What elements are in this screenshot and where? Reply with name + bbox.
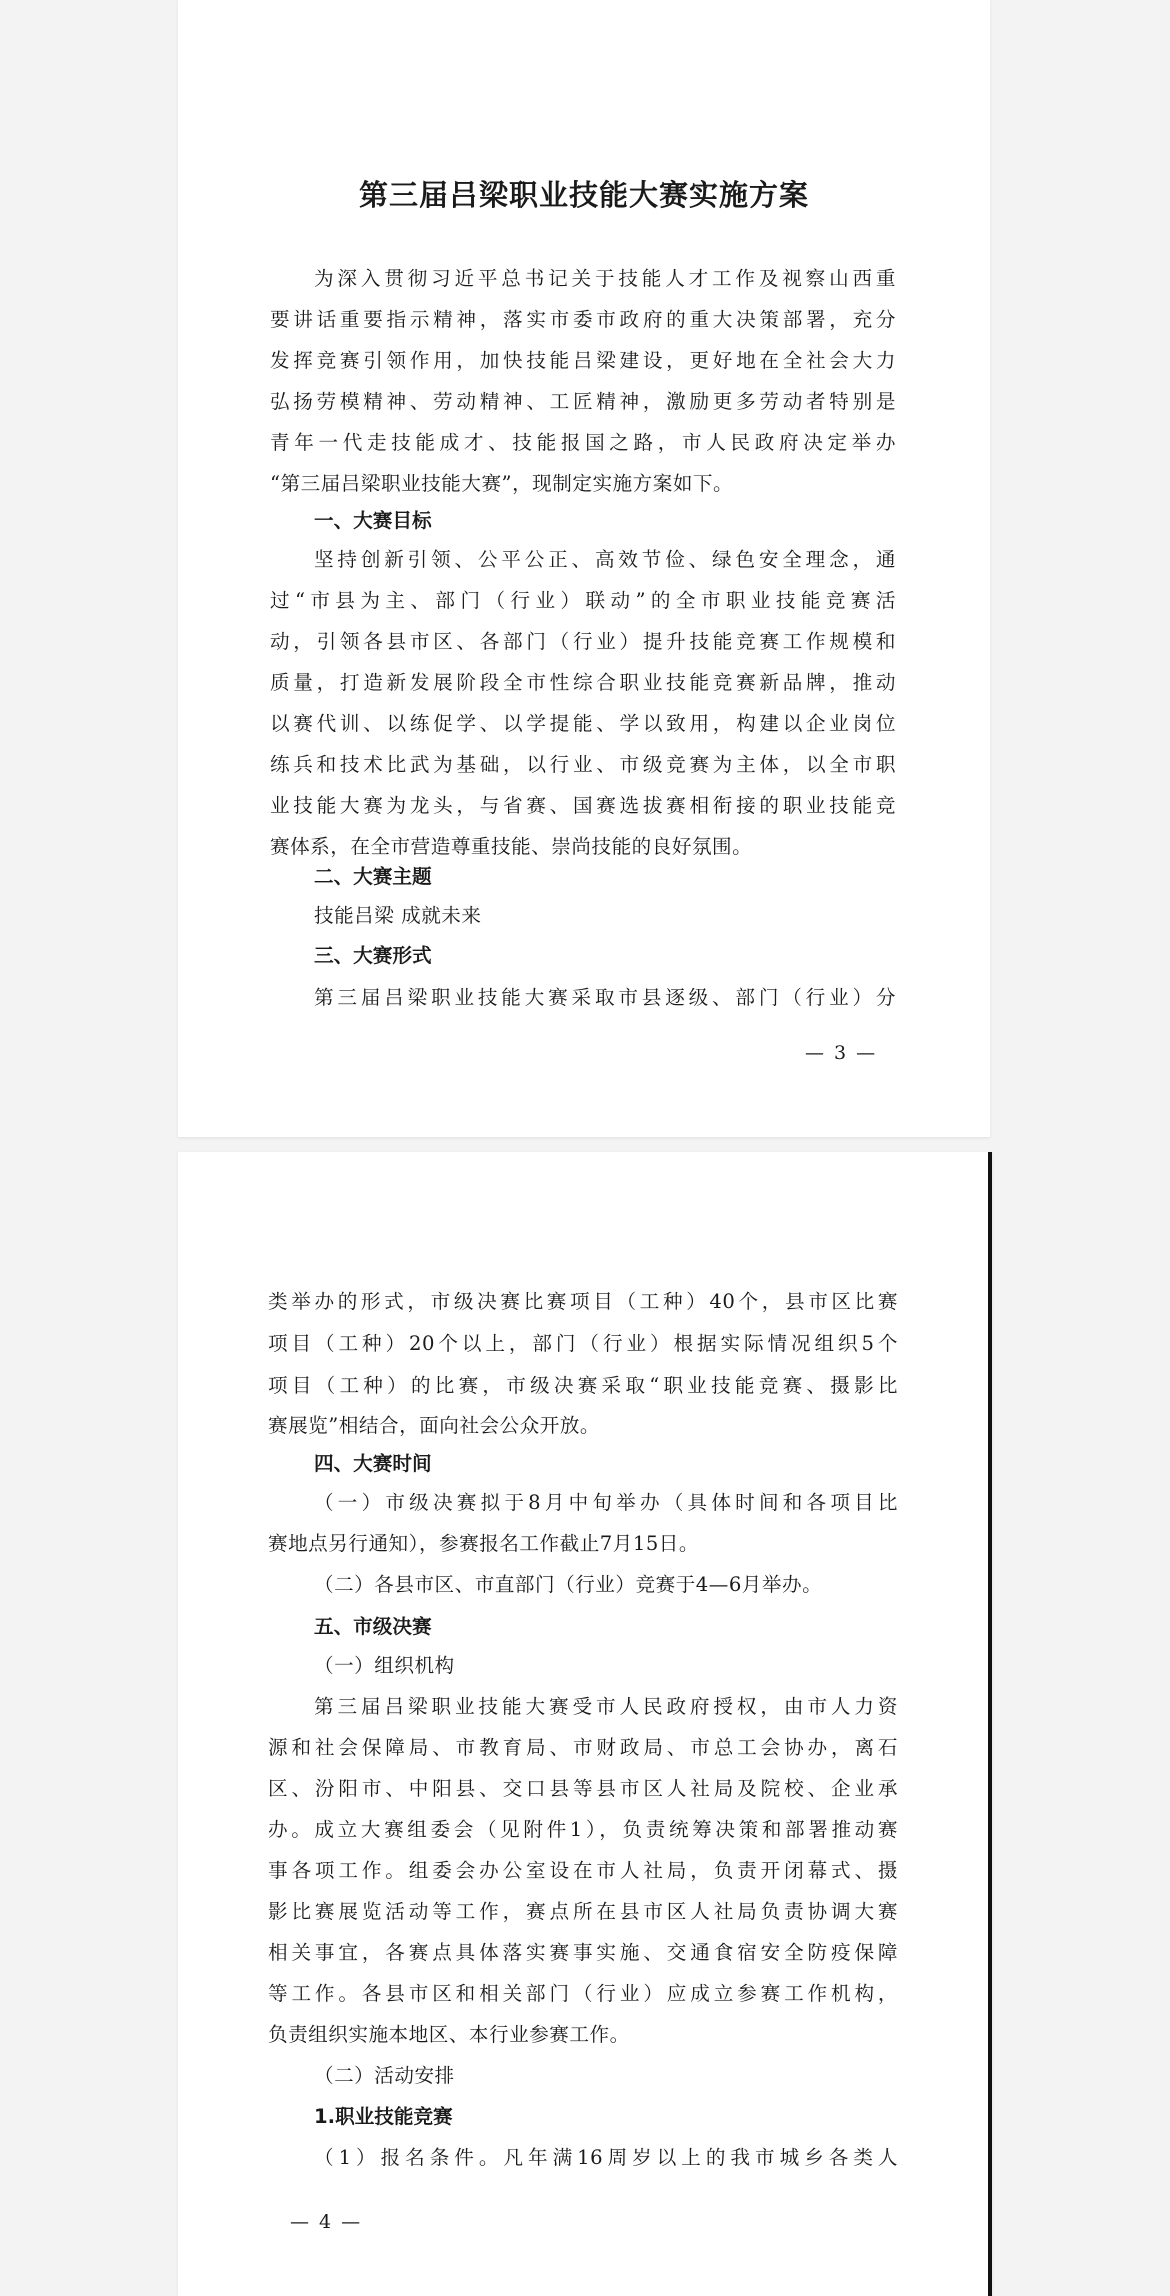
goals-line-8: 赛体系，在全市营造尊重技能、崇尚技能的良好氛围。: [270, 835, 753, 858]
document-page-3: [178, 0, 990, 1137]
document-page-4: [178, 1152, 992, 2296]
subsection-organization: （一）组织机构: [314, 1654, 455, 1677]
section-heading-format: 三、大赛形式: [314, 944, 432, 967]
format-cont-line-4: 赛展览”相结合，面向社会公众开放。: [268, 1414, 601, 1437]
time-item1-line-1: （一）市级决赛拟于8月中旬举办（具体时间和各项目比: [314, 1491, 898, 1514]
intro-line-5: 青年一代走技能成才、技能报国之路，市人民政府决定举办: [270, 431, 896, 454]
intro-line-6: “第三届吕梁职业技能大赛”，现制定实施方案如下。: [270, 472, 734, 495]
time-item2: （二）各县市区、市直部门（行业）竞赛于4—6月举办。: [314, 1573, 823, 1596]
format-line-1: 第三届吕梁职业技能大赛采取市县逐级、部门（行业）分: [314, 986, 896, 1009]
section-heading-goals: 一、大赛目标: [314, 509, 432, 532]
format-cont-line-2: 项目（工种）20个以上，部门（行业）根据实际情况组织5个: [268, 1332, 898, 1355]
goals-line-6: 练兵和技术比武为基础，以行业、市级竞赛为主体，以全市职: [270, 753, 896, 776]
organization-line-8: 等工作。各县市区和相关部门（行业）应成立参赛工作机构，: [268, 1982, 898, 2005]
page-number: — 3 —: [805, 1042, 878, 1064]
goals-line-7: 业技能大赛为龙头，与省赛、国赛选拔赛相衔接的职业技能竞: [270, 794, 896, 817]
organization-line-9: 负责组织实施本地区、本行业参赛工作。: [268, 2023, 630, 2046]
registration-line-1: （1）报名条件。凡年满16周岁以上的我市城乡各类人: [314, 2146, 898, 2169]
organization-line-5: 事各项工作。组委会办公室设在市人社局，负责开闭幕式、摄: [268, 1859, 898, 1882]
section-heading-theme: 二、大赛主题: [314, 865, 432, 888]
format-cont-line-3: 项目（工种）的比赛，市级决赛采取“职业技能竞赛、摄影比: [268, 1374, 898, 1397]
organization-line-6: 影比赛展览活动等工作，赛点所在县市区人社局负责协调大赛: [268, 1900, 898, 1923]
intro-line-3: 发挥竞赛引领作用，加快技能吕梁建设，更好地在全社会大力: [270, 349, 896, 372]
format-cont-line-1: 类举办的形式，市级决赛比赛项目（工种）40个，县市区比赛: [268, 1290, 898, 1313]
organization-line-1: 第三届吕梁职业技能大赛受市人民政府授权，由市人力资: [314, 1695, 898, 1718]
document-title: 第三届吕梁职业技能大赛实施方案: [358, 178, 809, 212]
intro-line-2: 要讲话重要指示精神，落实市委市政府的重大决策部署，充分: [270, 308, 896, 331]
intro-line-1: 为深入贯彻习近平总书记关于技能人才工作及视察山西重: [314, 267, 896, 290]
goals-line-2: 过“市县为主、部门（行业）联动”的全市职业技能竞赛活: [270, 589, 896, 612]
subsection-schedule: （二）活动安排: [314, 2064, 455, 2087]
organization-line-2: 源和社会保障局、市教育局、市财政局、市总工会协办，离石: [268, 1736, 898, 1759]
goals-line-3: 动，引领各县市区、各部门（行业）提升技能竞赛工作规模和: [270, 630, 896, 653]
theme-text: 技能吕梁 成就未来: [314, 904, 482, 927]
time-item1-line-2: 赛地点另行通知），参赛报名工作截止7月15日。: [268, 1532, 699, 1555]
page-number: — 4 —: [290, 2211, 363, 2233]
organization-line-7: 相关事宜，各赛点具体落实赛事实施、交通食宿安全防疫保障: [268, 1941, 898, 1964]
section-heading-time: 四、大赛时间: [314, 1452, 432, 1475]
intro-line-4: 弘扬劳模精神、劳动精神、工匠精神，激励更多劳动者特别是: [270, 390, 896, 413]
goals-line-1: 坚持创新引领、公平公正、高效节俭、绿色安全理念，通: [314, 548, 896, 571]
organization-line-3: 区、汾阳市、中阳县、交口县等县市区人社局及院校、企业承: [268, 1777, 898, 1800]
goals-line-5: 以赛代训、以练促学、以学提能、学以致用，构建以企业岗位: [270, 712, 896, 735]
goals-line-4: 质量，打造新发展阶段全市性综合职业技能竞赛新品牌，推动: [270, 671, 896, 694]
organization-line-4: 办。成立大赛组委会（见附件1），负责统筹决策和部署推动赛: [268, 1818, 898, 1841]
schedule-item-skills-competition: 1.职业技能竞赛: [314, 2105, 453, 2128]
section-heading-final: 五、市级决赛: [314, 1615, 432, 1638]
